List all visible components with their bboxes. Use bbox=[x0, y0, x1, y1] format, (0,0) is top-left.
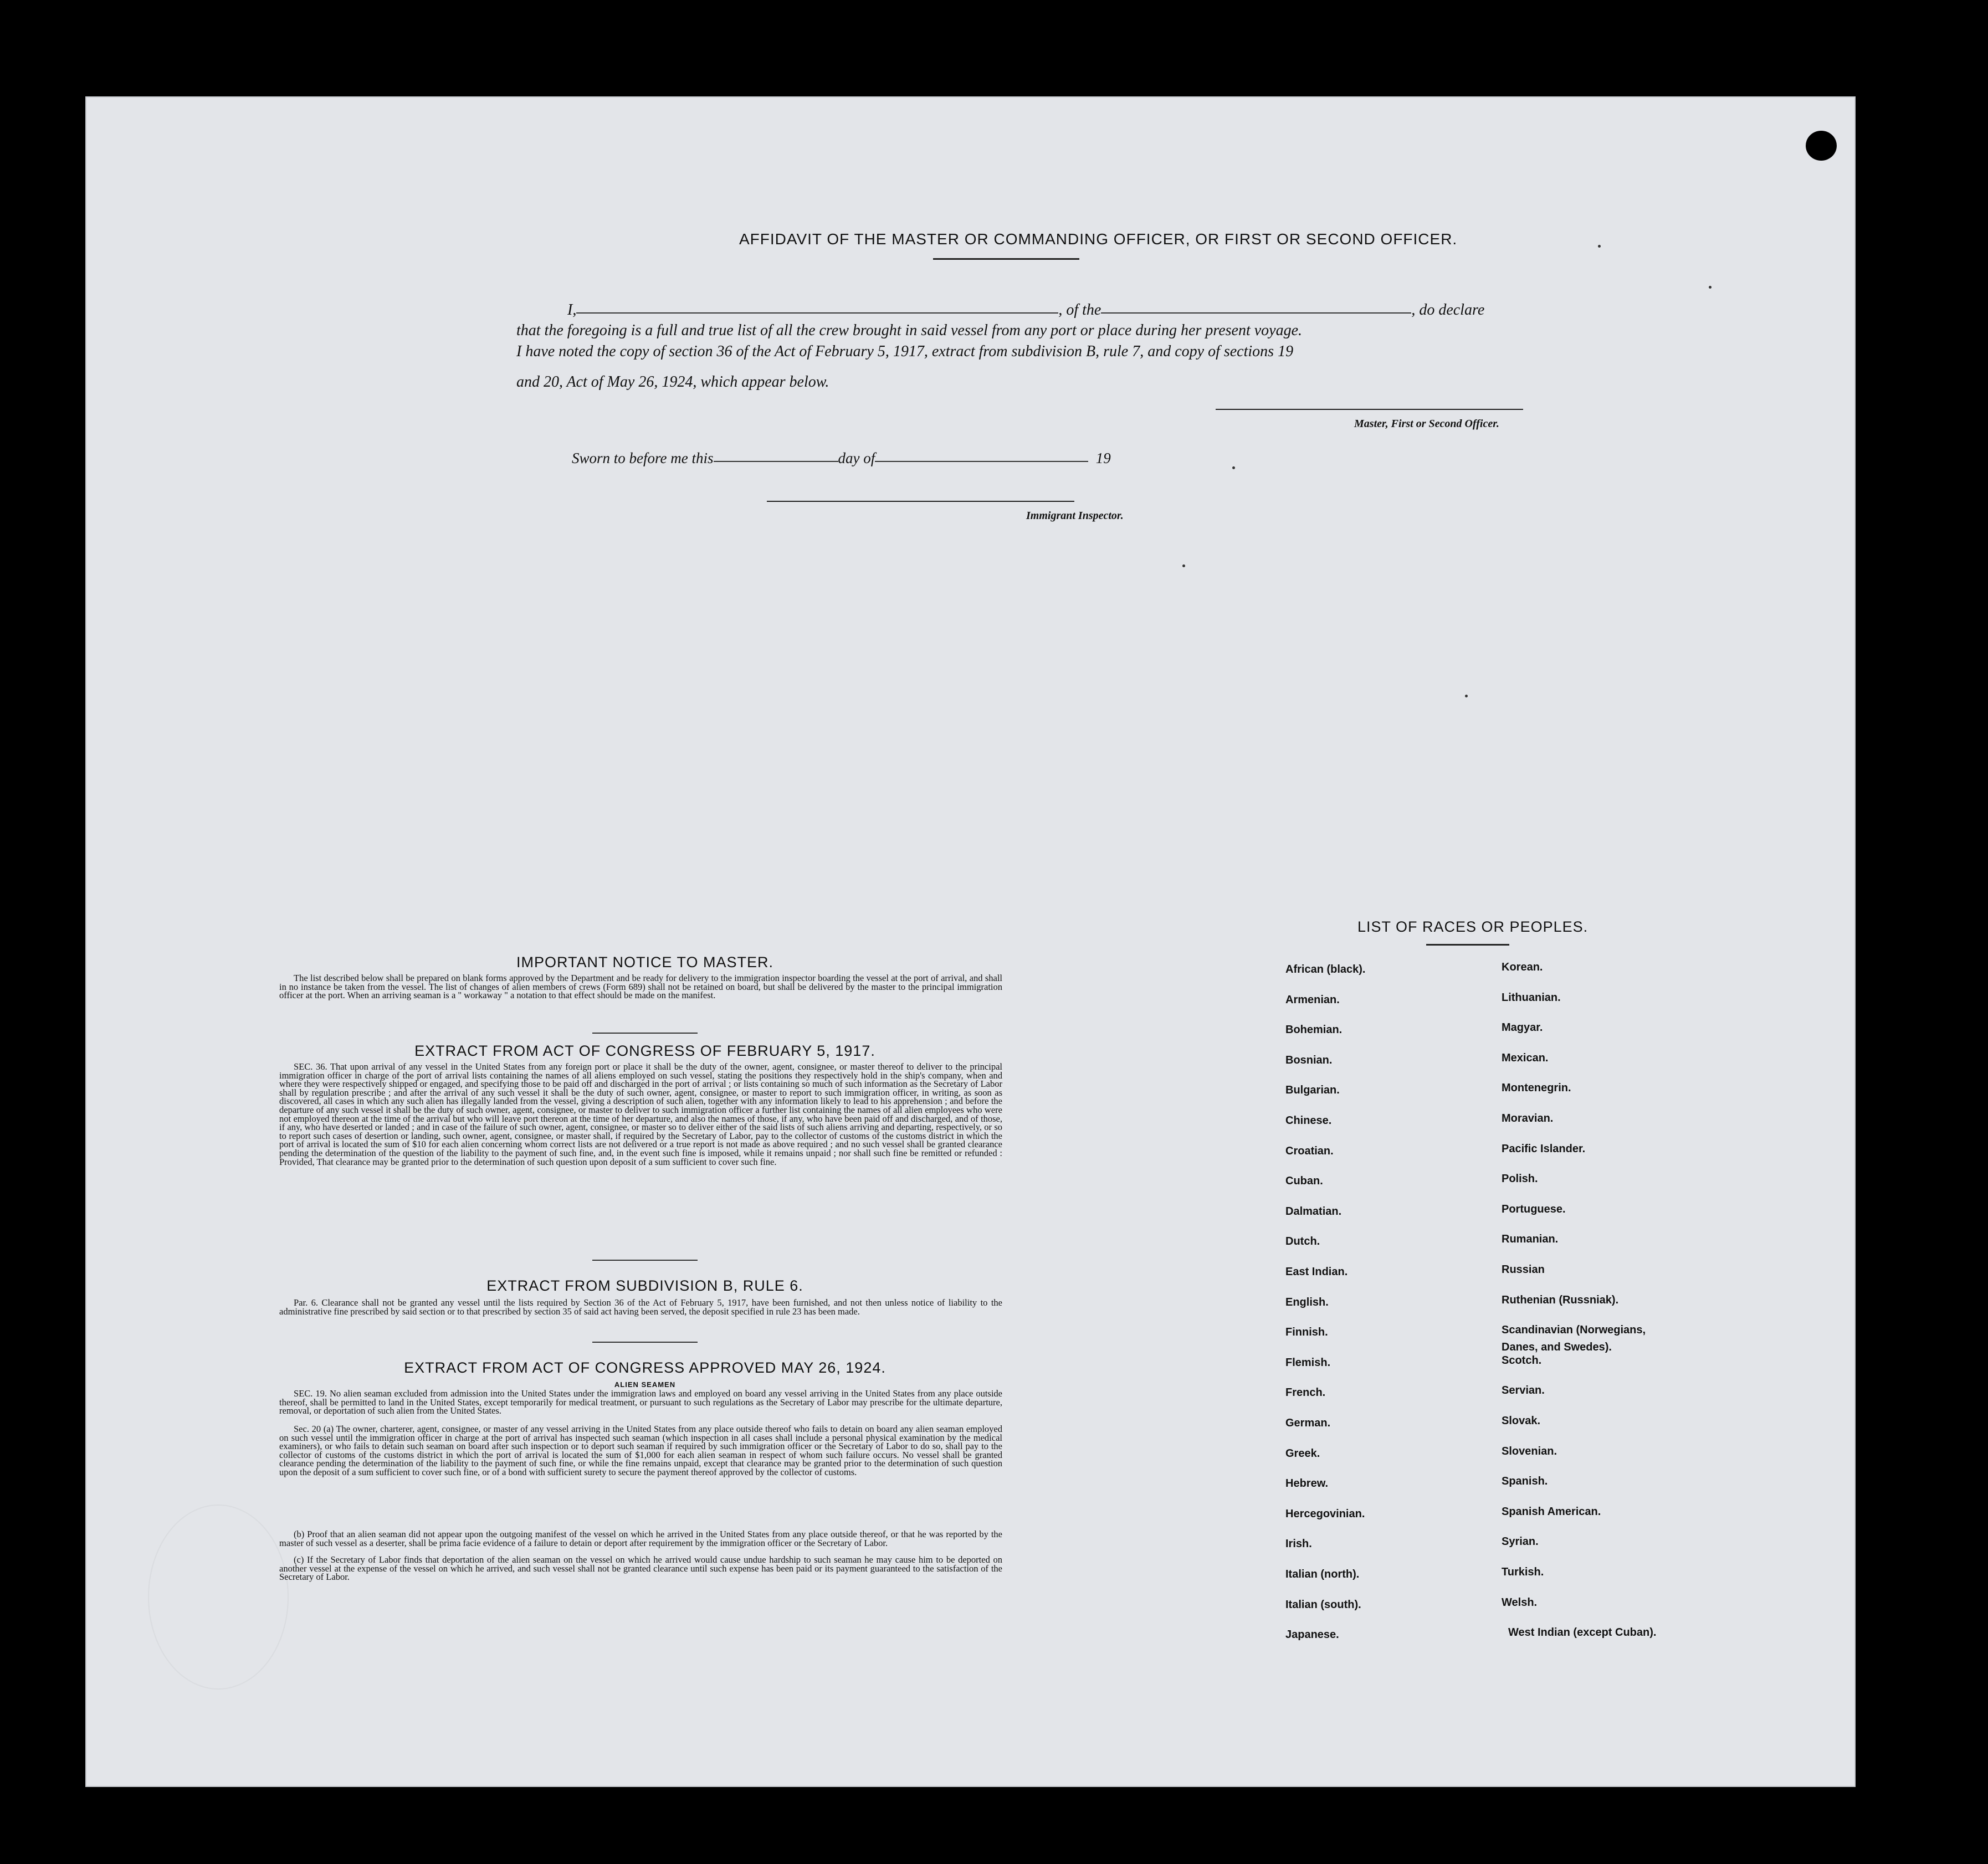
signature-label: Master, First or Second Officer. bbox=[1354, 418, 1499, 430]
race-item: Flemish. bbox=[1285, 1356, 1331, 1369]
sec-20b-body: (b) Proof that an alien seaman did not appear upon the outgoing manifest of the vessel on which he arrived in the United States from any place outside thereof, or that he was reported by the master of such vessel as a deserter, shall be prima facie evidence of a failure to detain or deport after requirement by the immigration officer or the Secretary of Labor. bbox=[279, 1529, 1002, 1548]
race-item: Turkish. bbox=[1502, 1566, 1544, 1578]
affidavit-line-1 bbox=[567, 301, 1484, 319]
section-divider bbox=[592, 1342, 698, 1343]
race-item: Portuguese. bbox=[1502, 1203, 1566, 1215]
race-item: West Indian (except Cuban). bbox=[1508, 1626, 1657, 1639]
embossed-seal bbox=[148, 1504, 289, 1690]
race-item: Italian (south). bbox=[1285, 1598, 1361, 1611]
race-item: Scandinavian (Norwegians, bbox=[1502, 1324, 1646, 1337]
race-item: Rumanian. bbox=[1502, 1233, 1559, 1246]
race-item: East Indian. bbox=[1285, 1266, 1348, 1278]
month-blank[interactable] bbox=[875, 458, 1088, 462]
title-underline bbox=[933, 258, 1079, 260]
race-item: Spanish American. bbox=[1502, 1505, 1601, 1518]
race-item: Chinese. bbox=[1285, 1115, 1332, 1127]
race-item: Finnish. bbox=[1285, 1326, 1328, 1339]
race-item: Japanese. bbox=[1285, 1629, 1339, 1641]
race-item: Scotch. bbox=[1502, 1354, 1542, 1367]
alien-seamen-subtitle: ALIEN SEAMEN bbox=[614, 1380, 676, 1389]
race-item: Polish. bbox=[1502, 1173, 1538, 1185]
punch-hole bbox=[1890, 679, 1919, 712]
sworn-day-of: day of bbox=[838, 450, 875, 466]
race-item: Cuban. bbox=[1285, 1175, 1323, 1188]
punch-hole bbox=[1890, 592, 1919, 625]
speck bbox=[1465, 695, 1468, 697]
punch-hole bbox=[1890, 1167, 1919, 1200]
sec-20c-body: (c) If the Secretary of Labor finds that deportation of the alien seaman on the vessel on which he arrived would cause undue hardship to such seaman he may cause him to be deported on another vessel at the expense of the vessel on which he arrived, and such vessel shall not be granted clearance until such expense has been paid or its payment guaranteed to the satisfaction of the Secretary of Labor. bbox=[279, 1554, 1002, 1583]
race-item: Lithuanian. bbox=[1502, 991, 1561, 1004]
race-item: Moravian. bbox=[1502, 1112, 1554, 1124]
extract-1917-title: EXTRACT FROM ACT OF CONGRESS OF FEBRUARY 5, 1917. bbox=[414, 1043, 875, 1059]
subdivision-b-body: Par. 6. Clearance shall not be granted any vessel until the lists required by Section 36 of the Act of February 5, 1917, have been furnished, and not then unless notice of liability to the administrative fine prescribed by said section or to that prescribed by section 35 of said act having been served, the deposit specified in rule 23 has been made. bbox=[279, 1297, 1002, 1317]
race-item: German. bbox=[1285, 1417, 1331, 1429]
race-item: Ruthenian (Russniak). bbox=[1502, 1293, 1619, 1306]
race-continuation: Danes, and Swedes). bbox=[1502, 1341, 1612, 1353]
race-item: Dalmatian. bbox=[1285, 1205, 1342, 1218]
race-item: Dutch. bbox=[1285, 1235, 1320, 1248]
speck bbox=[1709, 286, 1712, 289]
race-item: Magyar. bbox=[1502, 1021, 1543, 1034]
extract-1917-body: SEC. 36. That upon arrival of any vessel in the United States from any foreign port or place it shall be the duty of the owner, agent, consignee, or master thereof to deliver to the principal immigration officer in charge of the port of arrival lists containing the names of all aliens employed on such vessel, stating the positions they respectively hold in the ship's company, when and where they were respectively shipped or engaged, and specifying those to be paid off and discharged in the port of arrival ; or lists containing so much of such information as the Secretary of Labor shall by regulation prescribe ; and after the arrival of any such vessel it shall be the duty of such owner, agent, consignee, or master to report to such immigration officer, in writing, as soon as discovered, all cases in which any such alien has illegally landed from the vessel, giving a description of such alien, together with any information likely to lead to his apprehension ; and before the departure of any such vessel it shall be the duty of such owner, agent, consignee, or master to deliver to such immigration officer a further list containing the names of all alien employees who were not employed thereon at the time of the arrival but who will leave port thereon at the time of her departure, and also the names of those, if any, who have been paid off and discharged, and of those, if any, who have deserted or landed ; and in case of the failure of such owner, agent, consignee, or master so to deliver either of the said lists of such aliens arriving and departing, respectively, or so to report such cases of desertion or landing, such owner, agent, consignee, or master shall, if required by the Secretary of Labor, pay to the collector of customs of the customs district in which the port of arrival is located the sum of $10 for each alien concerning whom correct lists are not delivered or a true report is not made as above required ; and no such vessel shall be granted clearance pending the determination of the question of the liability to the payment of such fine, and, in the event such fine is imposed, while it remains unpaid ; nor shall such fine be remitted or refunded : Provided, That clearance may be granted prior to the determination of such question upon deposit of a sum sufficient to cover such fine. bbox=[279, 1061, 1002, 1167]
race-item: English. bbox=[1285, 1296, 1329, 1308]
notice-title: IMPORTANT NOTICE TO MASTER. bbox=[516, 954, 774, 970]
affidavit-i: I, bbox=[567, 301, 577, 319]
race-item: Mexican. bbox=[1502, 1051, 1549, 1064]
race-item: Slovenian. bbox=[1502, 1445, 1557, 1457]
sec-19-body: SEC. 19. No alien seaman excluded from admission into the United States under the immigration laws and employed on board any vessel arriving in the United States from any place outside thereof, shall be permitted to land in the United States, except temporarily for medical treatment, or pursuant to such regulations as the Secretary of Labor may prescribe for the ultimate departure, removal, or deportation of such alien from the United States. bbox=[279, 1388, 1002, 1416]
race-item: Hebrew. bbox=[1285, 1477, 1329, 1490]
race-item: Bosnian. bbox=[1285, 1054, 1333, 1066]
race-item: Montenegrin. bbox=[1502, 1082, 1571, 1095]
notice-body: The list described below shall be prepared on blank forms approved by the Department and be ready for delivery to the immigration inspector boarding the vessel at the port of arrival, and shall in no instance be taken from the vessel. The list of changes of alien members of crews (Form 689) shall not be retained on board, but shall be delivered by the master to the principal immigration officer at the port. When an arriving seaman is a " workaway " a notation to that effect should be made on the manifest. bbox=[279, 973, 1002, 1001]
affidavit-declare: , do declare bbox=[1411, 301, 1485, 319]
speck bbox=[1182, 564, 1185, 567]
race-item: Korean. bbox=[1502, 961, 1543, 973]
inspector-label: Immigrant Inspector. bbox=[1026, 510, 1124, 522]
races-title: LIST OF RACES OR PEOPLES. bbox=[1357, 918, 1589, 935]
affidavit-title: AFFIDAVIT OF THE MASTER OR COMMANDING OFFICER, OR FIRST OR SECOND OFFICER. bbox=[739, 230, 1458, 248]
sworn-line bbox=[572, 450, 1111, 467]
race-item: French. bbox=[1285, 1387, 1326, 1399]
race-item: Pacific Islander. bbox=[1502, 1142, 1586, 1155]
vessel-blank[interactable] bbox=[1101, 309, 1411, 314]
document-sheet bbox=[85, 96, 1856, 1787]
sworn-prefix: Sworn to before me this bbox=[572, 450, 714, 466]
affidavit-line-4: and 20, Act of May 26, 1924, which appear below. bbox=[516, 373, 829, 391]
race-item: Servian. bbox=[1502, 1384, 1545, 1397]
sworn-year: 19 bbox=[1095, 450, 1111, 466]
race-item: Bulgarian. bbox=[1285, 1084, 1340, 1097]
punch-hole bbox=[1806, 131, 1837, 161]
punch-hole bbox=[1890, 1499, 1919, 1532]
section-divider bbox=[592, 1260, 698, 1261]
race-item: African (black). bbox=[1285, 963, 1366, 975]
affidavit-line-3: I have noted the copy of section 36 of the Act of February 5, 1917, extract from subdivision B, rule 7, and copy of sections 19 bbox=[516, 343, 1294, 360]
races-title-underline bbox=[1426, 944, 1509, 946]
race-item: Italian (north). bbox=[1285, 1568, 1360, 1580]
race-item: Spanish. bbox=[1502, 1475, 1548, 1488]
extract-1924-title: EXTRACT FROM ACT OF CONGRESS APPROVED MAY 26, 1924. bbox=[404, 1359, 886, 1376]
race-item: Croatian. bbox=[1285, 1144, 1334, 1157]
day-blank[interactable] bbox=[714, 458, 838, 462]
race-item: Irish. bbox=[1285, 1538, 1312, 1550]
section-divider bbox=[592, 1033, 698, 1034]
race-item: Syrian. bbox=[1502, 1536, 1539, 1548]
punch-hole bbox=[1890, 332, 1919, 366]
affidavit-of-the: , of the bbox=[1058, 301, 1101, 319]
race-item: Armenian. bbox=[1285, 993, 1340, 1006]
race-item: Welsh. bbox=[1502, 1596, 1538, 1609]
race-item: Slovak. bbox=[1502, 1415, 1541, 1427]
race-item: Bohemian. bbox=[1285, 1024, 1343, 1036]
punch-hole bbox=[1890, 1245, 1919, 1278]
inspector-signature-line[interactable] bbox=[767, 501, 1074, 502]
race-item: Hercegovinian. bbox=[1285, 1507, 1365, 1520]
name-blank[interactable] bbox=[576, 309, 1058, 314]
signature-line[interactable] bbox=[1216, 409, 1523, 410]
sec-20a-body: Sec. 20 (a) The owner, charterer, agent, consignee, or master of any vessel arriving in the United States from any place outside thereof who fails to detain on board any alien seaman employed on such vessel until the immigration officer in charge at the port of arrival has inspected such seaman (which inspection in all cases shall include a personal physical examination by the medical examiners), or who fails to detain such seaman on board after such inspection or to deport such seaman if required by such immigration officer or the Secretary of Labor to do so, shall pay to the collector of customs of the customs district in which the port of arrival is located the sum of $1,000 for each alien seaman in respect of whom such failure occurs. No vessel shall be granted clearance pending the determination of the liability to the payment of such fine, or while the fine remains unpaid, except that clearance may be granted prior to the determination of such question upon the deposit of a sum sufficient to cover such fine, or of a bond with sufficient surety to secure the payment thereof approved by the collector of customs. bbox=[279, 1424, 1002, 1477]
race-item: Russian bbox=[1502, 1264, 1545, 1276]
speck bbox=[1598, 245, 1601, 248]
subdivision-b-title: EXTRACT FROM SUBDIVISION B, RULE 6. bbox=[486, 1277, 803, 1294]
punch-hole bbox=[1890, 1578, 1919, 1611]
race-item: Greek. bbox=[1285, 1447, 1320, 1460]
speck bbox=[1232, 466, 1235, 469]
affidavit-line-2: that the foregoing is a full and true list of all the crew brought in said vessel from any port or place during her present voyage. bbox=[516, 322, 1303, 339]
